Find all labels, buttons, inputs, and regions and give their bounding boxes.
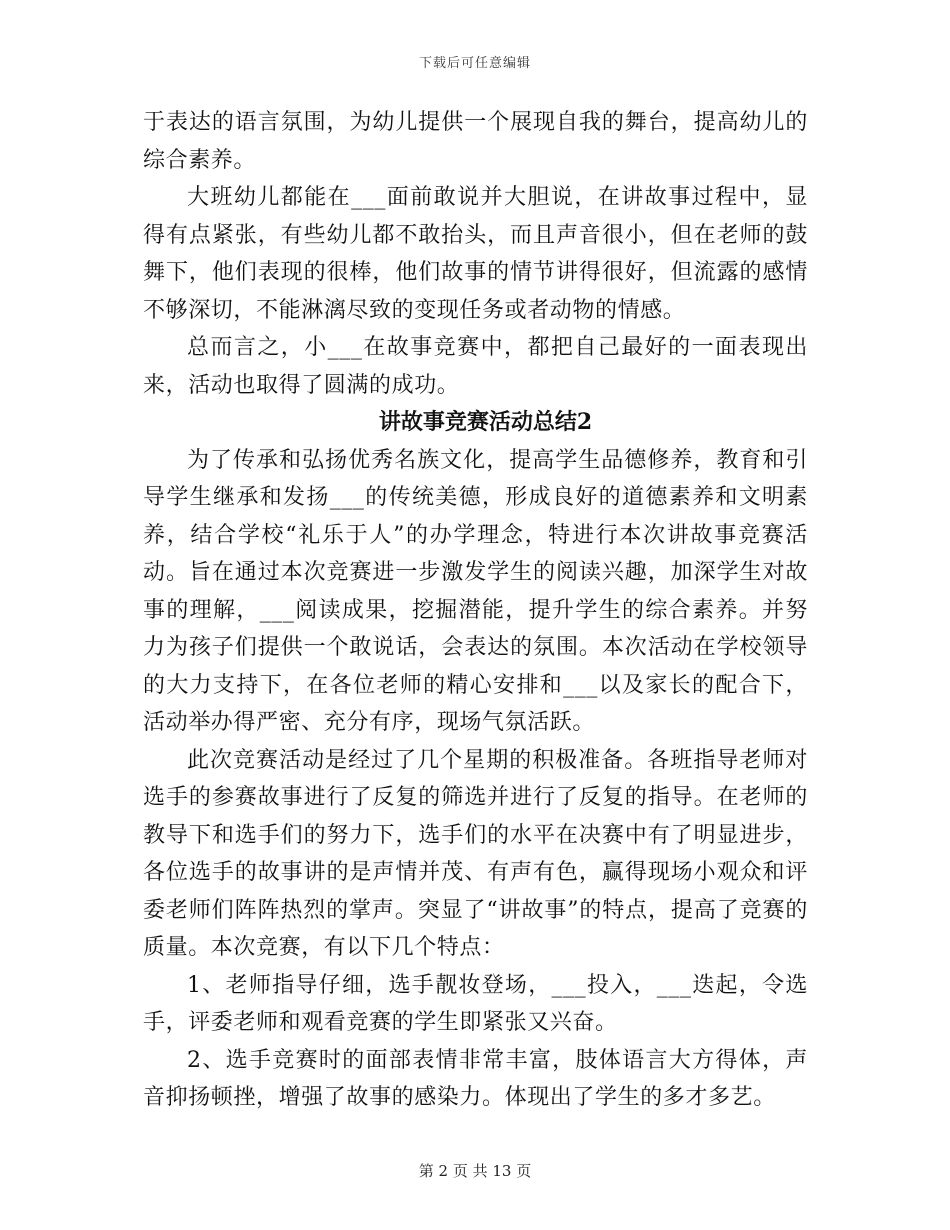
section-title: 讲故事竞赛活动总结2 xyxy=(378,409,593,435)
document-body xyxy=(143,104,808,1117)
paragraph: 为了传承和弘扬优秀名族文化，提高学生品德修养，教育和引导学生继承和发扬___的传统美德，形成良好的道德素养和文明素养，结合学校“礼乐于人”的办学理念，特进行本次讲故事竞赛活动。旨在通过本次竞赛进一步激发学生的阅读兴趣，加深学生对故事的理解，___阅读成果，挖掘潜能，提升学生的综合素养。并努力为孩子们提供一个敢说话，会表达的氛围。本次活动在学校领导的大力支持下，在各位老师的精心安排和___以及家长的配合下，活动举办得严密、充分有序，现场气氛活跃。 xyxy=(143,447,808,735)
paragraph: 大班幼儿都能在___面前敢说并大胆说，在讲故事过程中，显得有点紧张，有些幼儿都不敢抬头，而且声音很小，但在老师的鼓舞下，他们表现的很棒，他们故事的情节讲得很好，但流露的感情不够深切，不能淋漓尽致的变现任务或者动物的情感。 xyxy=(143,185,808,323)
paragraph-continuation: 于表达的语言氛围，为幼儿提供一个展现自我的舞台，提高幼儿的综合素养。 xyxy=(143,110,808,173)
paragraph: 此次竞赛活动是经过了几个星期的积极准备。各班指导老师对选手的参赛故事进行了反复的筛选并进行了反复的指导。在老师的教导下和选手们的努力下，选手们的水平在决赛中有了明显进步，各位选手的故事讲的是声情并茂、有声有色，赢得现场小观众和评委老师们阵阵热烈的掌声。突显了“讲故事”的特点，提高了竞赛的质量。本次竞赛，有以下几个特点： xyxy=(143,747,808,960)
page-number: 第 2 页 共 13 页 xyxy=(418,1162,532,1180)
list-item-paragraph: 2、选手竞赛时的面部表情非常丰富，肢体语言大方得体，声音抑扬顿挫，增强了故事的感染力。体现出了学生的多才多艺。 xyxy=(143,1047,808,1110)
paragraph: 总而言之，小___在故事竞赛中，都把自己最好的一面表现出来，活动也取得了圆满的成功。 xyxy=(143,335,808,398)
header-note: 下载后可任意编辑 xyxy=(418,56,531,71)
list-item-paragraph: 1、老师指导仔细，选手靓妆登场，___投入，___迭起，令选手，评委老师和观看竞赛的学生即紧张又兴奋。 xyxy=(143,972,808,1035)
